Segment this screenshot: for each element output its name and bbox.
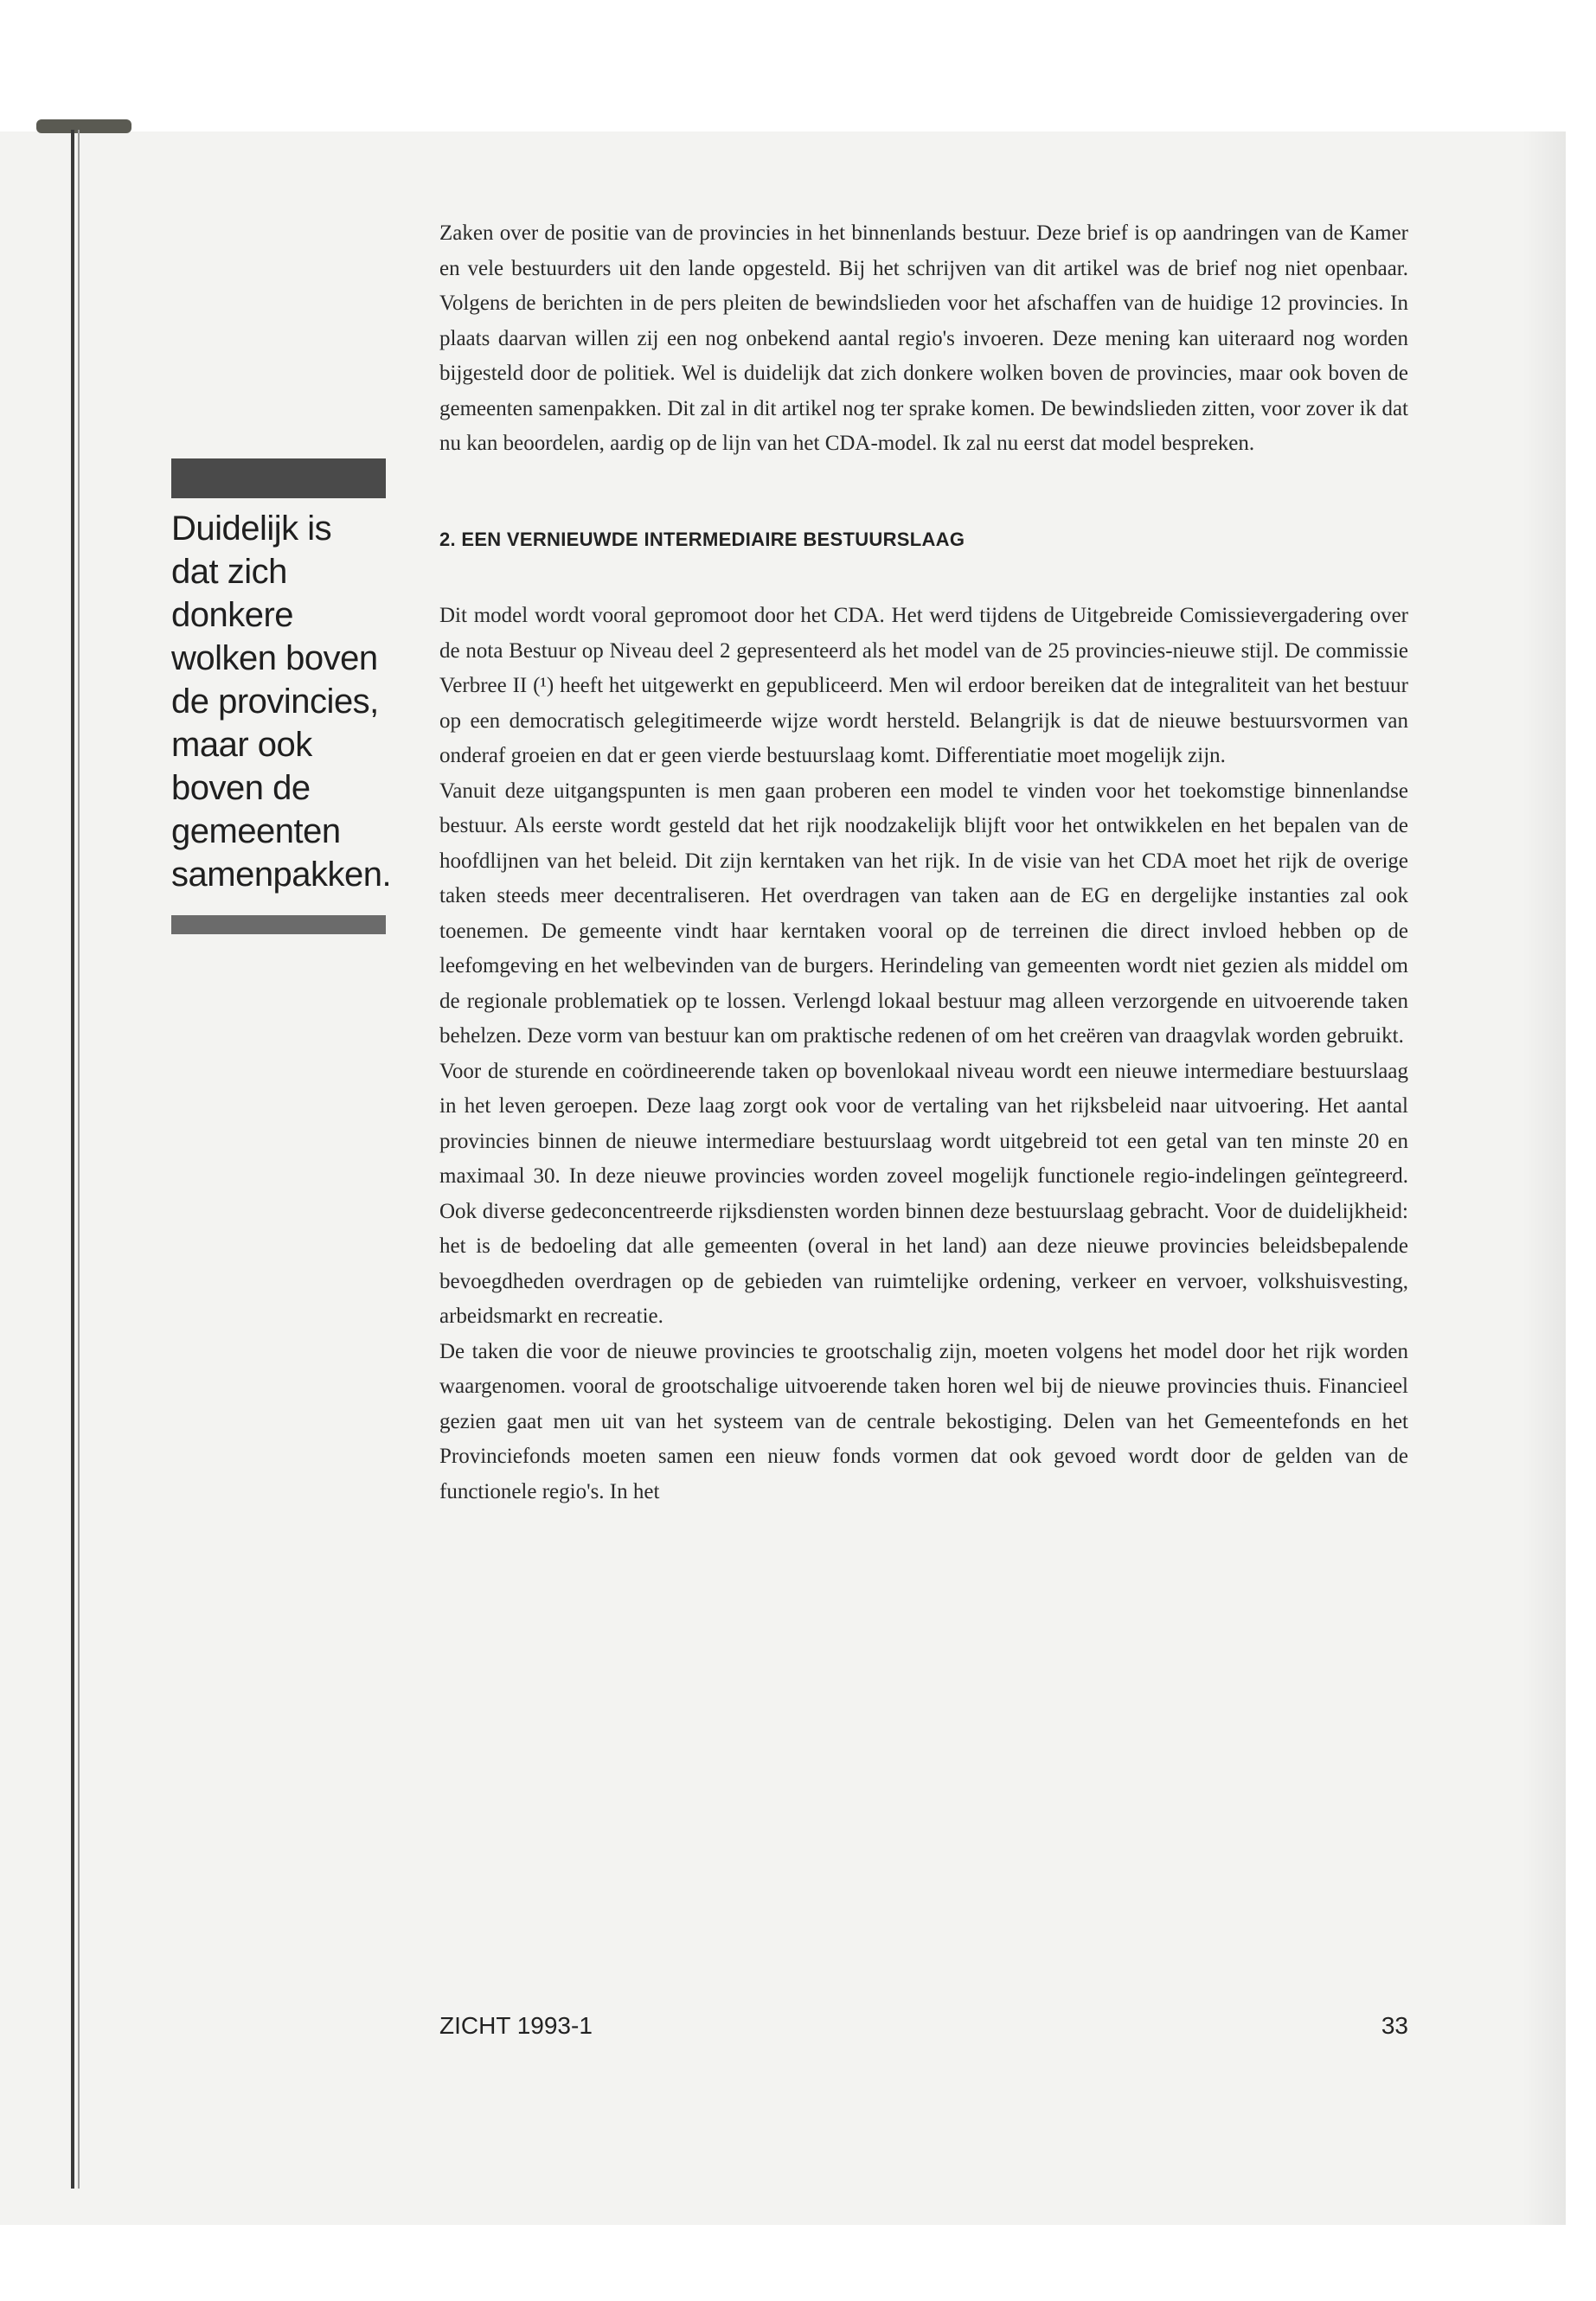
paragraph-4: De taken die voor de nieuwe provincies te grootschalig zijn, moeten volgens het model door het rijk worden waargenomen. vooral de grootschalige uitvoerende taken horen wel bij de nieuwe provincies thuis. Financieel gezien gaat men uit van het systeem van de centrale bekostiging. Delen van het Gemeentefonds en het Provinciefonds moeten samen een nieuw fonds vormen dat ook gevoed wordt door de gelden van de functionele regio's. In het (439, 1339, 1408, 1503)
scan-background (0, 0, 1596, 131)
pull-quote-top-bar (171, 458, 386, 498)
paragraph-intro: Zaken over de positie van de provincies in het binnenlands bestuur. Deze brief is op aandringen van de Kamer en vele bestuurders uit den lande opgesteld. Bij het schrijven van dit artikel was de brief nog niet openbaar. Volgens de berichten in de pers pleiten de bewindslieden voor het afschaffen van de huidige 12 provincies. In plaats daarvan willen zij een nog onbekend aantal regio's invoeren. Deze mening kan uiteraard nog worden bijgesteld door de politiek. Wel is duidelijk dat zich donkere wolken boven de provincies, maar ook boven de gemeenten samenpakken. Dit zal in dit artikel nog ter sprake komen. De bewindslieden zitten, voor zover ik dat nu kan beoordelen, aardig op de lijn van het CDA-model. Ik zal nu eerst dat model bespreken. (439, 221, 1408, 455)
footer-page-number: 33 (1381, 2012, 1408, 2039)
pull-quote-bottom-bar (171, 915, 386, 934)
page-edge-shadow (1522, 131, 1566, 2225)
footer-publication: ZICHT 1993-1 (439, 2012, 593, 2039)
binding-clip (36, 119, 131, 133)
pull-quote-text: Duidelijk is dat zich donkere wolken boven de provincies, maar ook boven de gemeenten samenpakken. (171, 510, 392, 894)
paragraph-1: Dit model wordt vooral gepromoot door het CDA. Het werd tijdens de Uitgebreide Comissievergadering over de nota Bestuur op Niveau deel 2 gepresenteerd als het model van de 25 provincies-nieuwe stijl. De commissie Verbree II (¹) heeft het uitgewerkt en gepubliceerd. Men wil erdoor bereiken dat de integraliteit van het bestuur op een democratisch gelegitimeerde wijze wordt hersteld. Belangrijk is dat de nieuwe bestuursvormen van onderaf groeien en dat er geen vierde bestuurslaag komt. Differentiatie moet mogelijk zijn. (439, 604, 1408, 767)
binding-line (71, 130, 74, 2189)
section-heading: 2. EEN VERNIEUWDE INTERMEDIAIRE BESTUURSLAAG (439, 528, 965, 550)
article-body (439, 216, 1408, 1509)
binding-line-secondary (78, 130, 80, 2189)
paragraph-2: Vanuit deze uitgangspunten is men gaan proberen een model te vinden voor het toekomstige binnenlandse bestuur. Als eerste wordt gesteld dat het rijk noodzakelijk blijft voor het ontwikkelen en het bepalen van de hoofdlijnen van het beleid. Dit zijn kerntaken van het rijk. In de visie van het CDA moet het rijk de overige taken steeds meer decentraliseren. Het overdragen van taken aan de EG en dergelijke instanties zal ook toenemen. De gemeente vindt haar kerntaken vooral op de terreinen die direct invloed hebben op de leefomgeving en het welbevinden van de burgers. Herindeling van gemeenten wordt niet gezien als middel om de regionale problematiek op te lossen. Verlengd lokaal bestuur mag alleen verzorgende en uitvoerende taken behelzen. Deze vorm van bestuur kan om praktische redenen of om het creëren van draagvlak worden gebruikt. (439, 779, 1408, 1048)
paragraph-3: Voor de sturende en coördineerende taken op bovenlokaal niveau wordt een nieuwe intermediare bestuurslaag in het leven geroepen. Deze laag zorgt ook voor de vertaling van het rijksbeleid naar uitvoering. Het aantal provincies binnen de nieuwe intermediare bestuurslaag wordt uitgebreid tot een getal van ten minste 20 en maximaal 30. In deze nieuwe provincies worden zoveel mogelijk functionele regio-indelingen geïntegreerd. Ook diverse gedeconcentreerde rijksdiensten worden binnen deze bestuurslaag gebracht. Voor de duidelijkheid: het is de bedoeling dat alle gemeenten (overal in het land) aan deze nieuwe provincies beleidsbepalende bevoegdheden overdragen op de gebieden van ruimtelijke ordening, verkeer en vervoer, volkshuisvesting, arbeidsmarkt en recreatie. (439, 1059, 1408, 1328)
pull-quote (171, 458, 392, 934)
